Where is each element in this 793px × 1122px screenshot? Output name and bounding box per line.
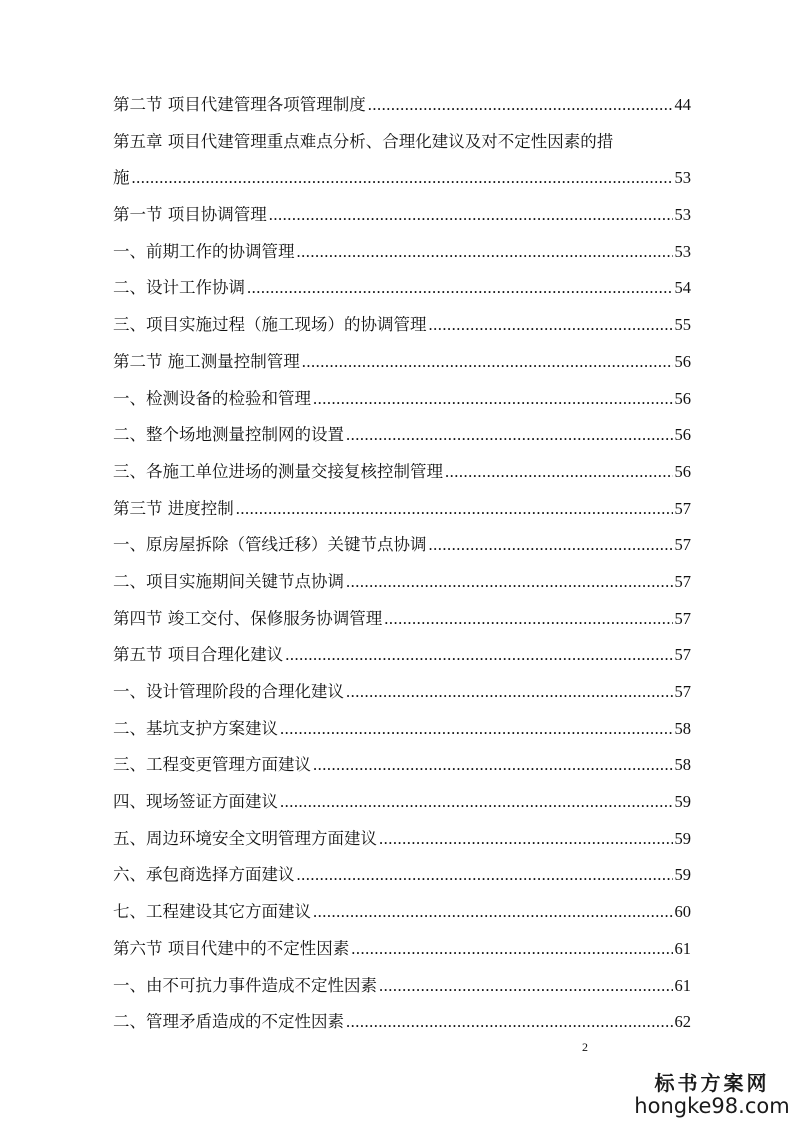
toc-entry-page: 61: [674, 938, 691, 958]
toc-entry[interactable]: [113, 454, 691, 491]
toc-entry-title: 七、工程建设其它方面建议: [113, 902, 311, 922]
toc-entry-title: 一、前期工作的协调管理: [113, 241, 295, 261]
dot-leader: [346, 1004, 673, 1041]
dot-leader: [429, 527, 673, 564]
table-of-contents: [113, 87, 691, 1041]
dot-leader: [313, 381, 673, 418]
watermark-url: hongke98.com: [634, 1094, 790, 1118]
toc-entry-title: 一、设计管理阶段的合理化建议: [113, 682, 344, 701]
toc-entry[interactable]: [113, 160, 691, 197]
toc-entry-title: 二、基坑支护方案建议: [113, 718, 278, 738]
toc-entry-title: 二、管理矛盾造成的不定性因素: [113, 1012, 344, 1032]
dot-leader: [269, 197, 673, 234]
toc-entry-page: 56: [674, 461, 691, 481]
toc-entry-title: 第五章 项目代建管理重点难点分析、合理化建议及对不定性因素的措: [113, 131, 614, 151]
toc-entry-title: 六、承包商选择方面建议: [113, 865, 295, 885]
toc-entry[interactable]: [113, 821, 691, 858]
toc-entry-title: 第三节 进度控制: [113, 498, 234, 518]
toc-entry-title: 五、周边环境安全文明管理方面建议: [113, 828, 377, 848]
toc-entry-page: 55: [674, 315, 691, 335]
toc-entry-page: 57: [674, 608, 691, 628]
toc-entry-page: 56: [674, 425, 691, 445]
toc-entry[interactable]: [113, 87, 691, 124]
toc-entry-page: 44: [674, 95, 691, 114]
toc-entry-page: 57: [674, 682, 691, 701]
dot-leader: [346, 564, 673, 601]
dot-leader: [302, 344, 673, 381]
dot-leader: [285, 637, 672, 674]
toc-entry[interactable]: [113, 894, 691, 931]
toc-entry[interactable]: [113, 674, 691, 711]
toc-entry-page: 59: [674, 792, 691, 812]
toc-entry-title: 施: [113, 168, 130, 188]
toc-entry-page: 60: [674, 902, 691, 922]
toc-entry-page: 58: [674, 755, 691, 775]
dot-leader: [297, 857, 673, 894]
toc-entry-title: 第二节 项目代建管理各项管理制度: [113, 95, 366, 114]
dot-leader: [280, 784, 673, 821]
toc-entry-page: 56: [674, 351, 691, 371]
dot-leader: [346, 674, 673, 711]
dot-leader: [313, 894, 673, 931]
toc-entry-title: 一、原房屋拆除（管线迁移）关键节点协调: [113, 535, 427, 555]
toc-entry-page: 57: [674, 645, 691, 665]
page-number: 2: [582, 1040, 588, 1054]
toc-entry-page: 56: [674, 388, 691, 408]
dot-leader: [445, 454, 673, 491]
toc-entry[interactable]: [113, 307, 691, 344]
dot-leader: [297, 234, 673, 271]
toc-entry[interactable]: [113, 527, 691, 564]
watermark-text: 标书方案网: [654, 1071, 770, 1095]
dot-leader: [368, 87, 673, 124]
toc-entry-heading-line[interactable]: [113, 124, 691, 161]
dot-leader: [132, 160, 673, 197]
toc-entry-page: 53: [674, 205, 691, 225]
toc-entry[interactable]: [113, 747, 691, 784]
toc-entry[interactable]: [113, 491, 691, 528]
toc-entry[interactable]: [113, 857, 691, 894]
toc-entry-page: 57: [674, 571, 691, 591]
toc-entry-title: 四、现场签证方面建议: [113, 792, 278, 812]
toc-entry-page: 58: [674, 718, 691, 738]
dot-leader: [384, 601, 672, 638]
toc-entry-page: 59: [674, 828, 691, 848]
toc-entry[interactable]: [113, 968, 691, 1005]
dot-leader: [313, 747, 673, 784]
dot-leader: [351, 931, 672, 968]
dot-leader: [429, 307, 673, 344]
toc-entry-title: 一、由不可抗力事件造成不定性因素: [113, 975, 377, 995]
toc-entry-title: 第一节 项目协调管理: [113, 205, 267, 225]
toc-entry[interactable]: [113, 931, 691, 968]
dot-leader: [247, 270, 673, 307]
toc-entry[interactable]: [113, 234, 691, 271]
toc-entry[interactable]: [113, 417, 691, 454]
toc-entry-page: 59: [674, 865, 691, 885]
dot-leader: [236, 491, 673, 528]
toc-entry-title: 第五节 项目合理化建议: [113, 645, 284, 665]
toc-entry-page: 53: [674, 168, 691, 188]
toc-entry-title: 三、各施工单位进场的测量交接复核控制管理: [113, 461, 443, 481]
toc-entry[interactable]: [113, 637, 691, 674]
toc-entry-page: 53: [674, 241, 691, 261]
toc-entry-title: 二、整个场地测量控制网的设置: [113, 425, 344, 445]
toc-entry-title: 第六节 项目代建中的不定性因素: [113, 938, 350, 958]
toc-entry[interactable]: [113, 711, 691, 748]
toc-entry-title: 第四节 竣工交付、保修服务协调管理: [113, 608, 383, 628]
dot-leader: [346, 417, 673, 454]
toc-entry-title: 一、检测设备的检验和管理: [113, 388, 311, 408]
toc-entry-title: 第二节 施工测量控制管理: [113, 351, 300, 371]
dot-leader: [280, 711, 673, 748]
watermark-logo: [632, 1067, 792, 1118]
toc-entry-title: 三、工程变更管理方面建议: [113, 755, 311, 775]
toc-entry-title: 二、设计工作协调: [113, 278, 245, 298]
toc-entry-title: 三、项目实施过程（施工现场）的协调管理: [113, 315, 427, 335]
toc-entry[interactable]: [113, 601, 691, 638]
dot-leader: [379, 968, 673, 1005]
toc-entry-page: 54: [674, 278, 691, 298]
toc-entry[interactable]: [113, 784, 691, 821]
toc-entry-page: 62: [674, 1012, 691, 1032]
dot-leader: [379, 821, 673, 858]
toc-entry-page: 57: [674, 535, 691, 555]
toc-entry[interactable]: [113, 344, 691, 381]
toc-entry[interactable]: [113, 381, 691, 418]
toc-entry[interactable]: [113, 564, 691, 601]
toc-entry-page: 57: [674, 498, 691, 518]
toc-entry-page: 61: [674, 975, 691, 995]
toc-entry-title: 二、项目实施期间关键节点协调: [113, 571, 344, 591]
toc-entry[interactable]: [113, 1004, 691, 1041]
toc-entry[interactable]: [113, 270, 691, 307]
toc-entry[interactable]: [113, 197, 691, 234]
